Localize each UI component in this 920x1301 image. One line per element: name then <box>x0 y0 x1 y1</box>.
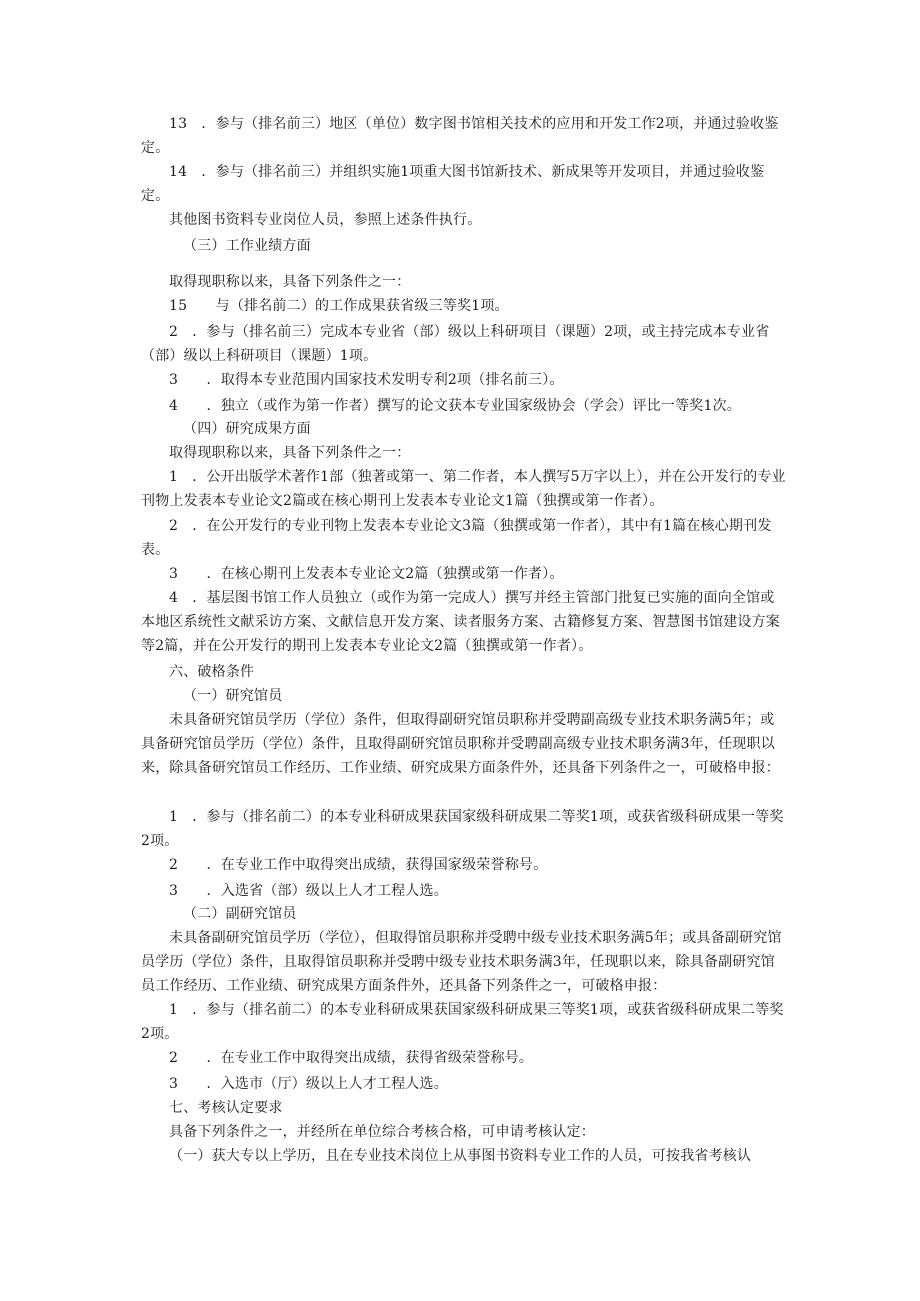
paragraph-perf-item-3: 3 ．取得本专业范围内国家技术发明专利2项（排名前三）。 <box>169 372 564 388</box>
paragraph-perf-item-4: 4 ．独立（或作为第一作者）撰写的论文获本专业国家级协会（学会）评比一等奖1次。 <box>169 398 742 414</box>
paragraph-exceptional-2-item-1: 1 ．参与（排名前二）的本专业科研成果获国家级科研成果三等奖1项，或获省级科研成果二等奖2项。 <box>141 1002 784 1042</box>
paragraph-exceptional-2-item-2: 2 ．在专业工作中取得突出成绩，获得省级荣誉称号。 <box>169 1050 534 1066</box>
paragraph-research-item-1: 1 ．公开出版学术著作1部（独著或第一、第二作者，本人撰写5万字以上），并在公开发行的专业刊物上发表本专业论文2篇或在核心期刊上发表本专业论文1篇（独撰或第一作者）。 <box>141 469 786 509</box>
paragraph-perf-item-2: 2 ．参与（排名前三）完成本专业省（部）级以上科研项目（课题）2项，或主持完成本专业省（部）级以上科研项目（课题）1项。 <box>141 324 770 364</box>
paragraph-assessment-intro: 具备下列条件之一，并经所在单位综合考核合格，可申请考核认定： <box>169 1124 595 1140</box>
section-heading-assessment: 七、考核认定要求 <box>169 1100 283 1116</box>
paragraph-item-14: 14 ．参与（排名前三）并组织实施1项重大图书馆新技术、新成果等开发项目，并通过验收鉴定。 <box>141 164 765 204</box>
paragraph-conditions-intro-1: 取得现职称以来，具备下列条件之一： <box>169 274 411 290</box>
subsection-heading-associate-research-librarian: （二）副研究馆员 <box>183 906 297 922</box>
paragraph-other-staff: 其他图书资料专业岗位人员，参照上述条件执行。 <box>169 212 482 228</box>
paragraph-assessment-item-1: （一）获大专以上学历，且在专业技术岗位上从事图书资料专业工作的人员，可按我省考核认 <box>169 1148 752 1164</box>
section-heading-work-performance: （三）工作业绩方面 <box>183 238 311 254</box>
paragraph-research-librarian-conditions: 未具备研究馆员学历（学位）条件，但取得副研究馆员职称并受聘副高级专业技术职务满5年；或具备研究馆员学历（学位）条件，且取得副研究馆员职称并受聘副高级专业技术职务满3年，任现职以来，除具备研究馆员工作经历、工作业绩、研究成果方面条件外，还具备下列条件之一，可破格申报： <box>141 712 780 776</box>
section-heading-exceptional: 六、破格条件 <box>169 664 255 680</box>
paragraph-associate-conditions: 未具备副研究馆员学历（学位），但取得馆员职称并受聘中级专业技术职务满5年；或具备副研究馆员学历（学位）条件，且取得馆员职称并受聘中级专业技术职务满3年，任现职以来，除具备副研究馆员工作经历、工作业绩、研究成果方面条件外，还具备下列条件之一，可破格申报： <box>141 930 782 994</box>
paragraph-research-item-3: 3 ．在核心期刊上发表本专业论文2篇（独撰或第一作者）。 <box>169 566 564 582</box>
paragraph-conditions-intro-2: 取得现职称以来，具备下列条件之一： <box>169 445 411 461</box>
paragraph-exceptional-1-item-2: 2 ．在专业工作中取得突出成绩，获得国家级荣誉称号。 <box>169 857 548 873</box>
section-heading-research-results: （四）研究成果方面 <box>183 421 311 437</box>
paragraph-research-item-2: 2 ．在公开发行的专业刊物上发表本专业论文3篇（独撰或第一作者），其中有1篇在核心期刊发表。 <box>141 518 772 558</box>
paragraph-exceptional-2-item-3: 3 ．入选市（厅）级以上人才工程人选。 <box>169 1076 448 1092</box>
paragraph-exceptional-1-item-3: 3 ．入选省（部）级以上人才工程人选。 <box>169 883 448 899</box>
paragraph-item-13: 13 ．参与（排名前三）地区（单位）数字图书馆相关技术的应用和开发工作2项，并通过验收鉴定。 <box>141 116 779 156</box>
paragraph-exceptional-1-item-1: 1 ．参与（排名前二）的本专业科研成果获国家级科研成果二等奖1项，或获省级科研成果一等奖2项。 <box>141 809 784 849</box>
paragraph-item-15: 15 与（排名前二）的工作成果获省级三等奖1项。 <box>169 298 509 314</box>
subsection-heading-research-librarian: （一）研究馆员 <box>183 688 283 704</box>
paragraph-research-item-4: 4 ．基层图书馆工作人员独立（或作为第一完成人）撰写并经主管部门批复已实施的面向全馆或本地区系统性文献采访方案、文献信息开发方案、读者服务方案、古籍修复方案、智慧图书馆建设方案等2篇，并在公开发行的期刊上发表本专业论文2篇（独撰或第一作者）。 <box>141 590 780 654</box>
